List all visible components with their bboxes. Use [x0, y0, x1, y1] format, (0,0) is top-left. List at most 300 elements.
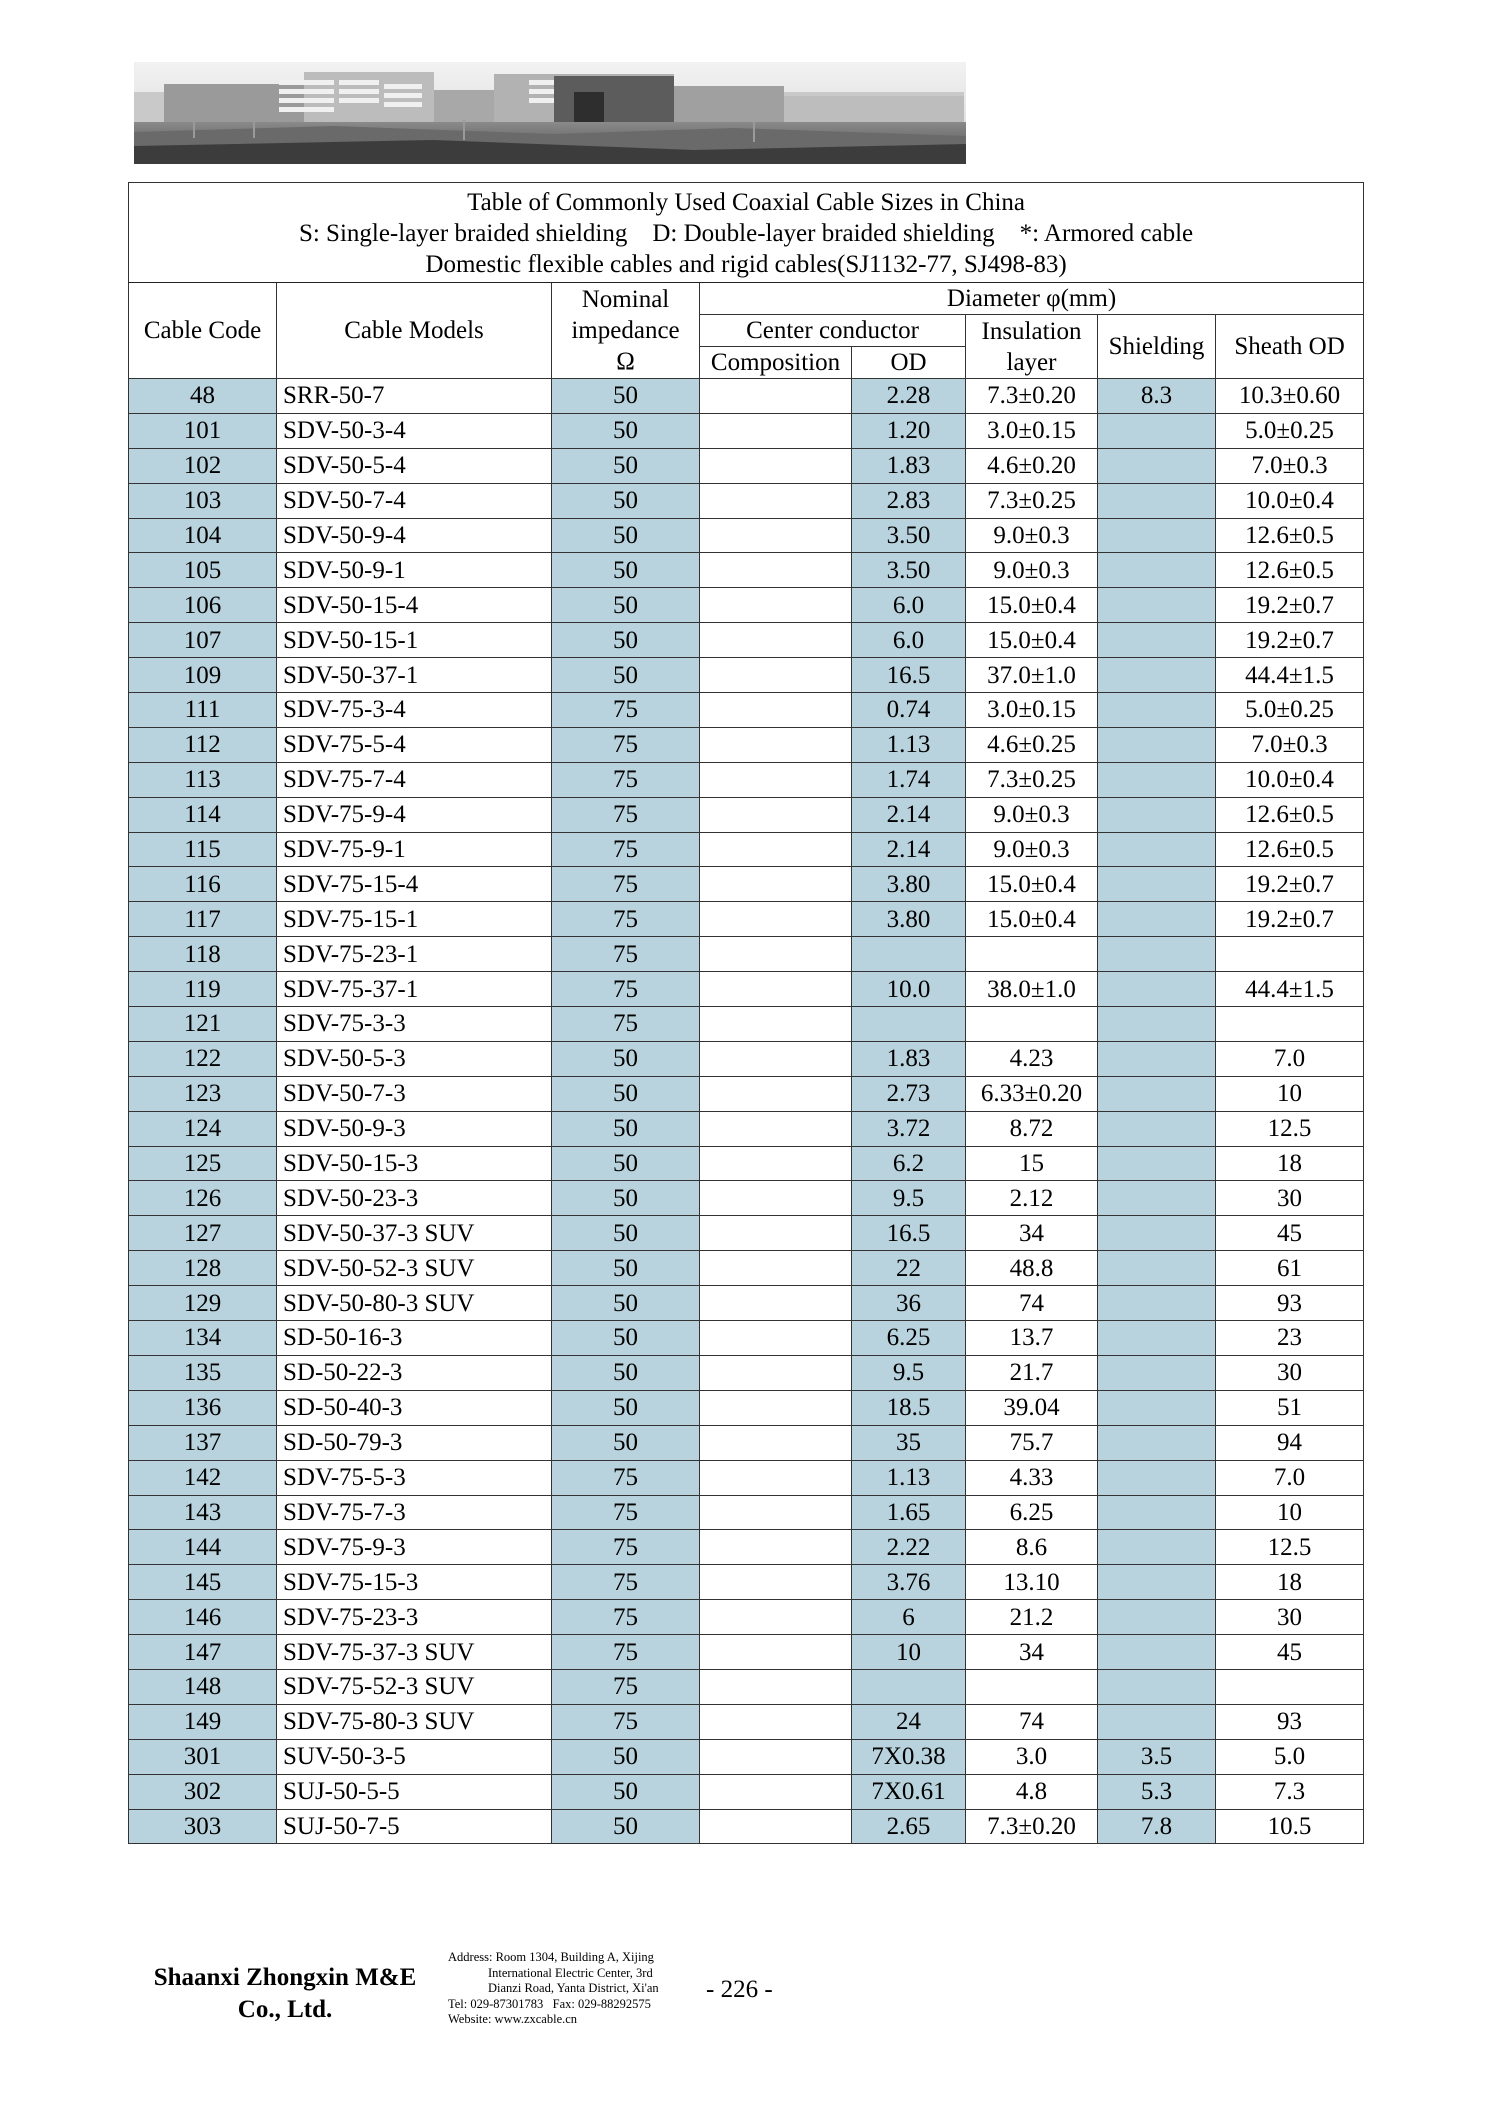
cell-shielding: [1098, 1600, 1216, 1635]
table-title-line: Table of Commonly Used Coaxial Cable Sizes in China: [467, 189, 1025, 216]
cell-shielding: [1098, 1007, 1216, 1042]
cell-shielding: [1098, 1530, 1216, 1565]
cell-cable-model: SDV-50-37-3 SUV: [277, 1216, 552, 1251]
cell-cable-model: SDV-50-9-3: [277, 1111, 552, 1146]
cell-shielding: [1098, 1425, 1216, 1460]
cell-impedance: 50: [552, 1286, 700, 1321]
cell-od: 1.83: [852, 448, 966, 483]
cell-shielding: [1098, 762, 1216, 797]
cell-od: 6.0: [852, 588, 966, 623]
cell-impedance: 50: [552, 1111, 700, 1146]
cell-od: 1.13: [852, 1460, 966, 1495]
cell-cable-code: 143: [129, 1495, 277, 1530]
cell-sheath-od: 30: [1216, 1181, 1364, 1216]
cell-insulation: 13.7: [966, 1321, 1098, 1356]
cell-sheath-od: 12.6±0.5: [1216, 553, 1364, 588]
cell-od: 2.65: [852, 1809, 966, 1844]
table-row: [129, 1809, 1364, 1844]
table-row: [129, 483, 1364, 518]
cell-sheath-od: 44.4±1.5: [1216, 972, 1364, 1007]
cell-od: 6.0: [852, 623, 966, 658]
cell-cable-model: SDV-75-23-1: [277, 937, 552, 972]
cell-insulation: 9.0±0.3: [966, 518, 1098, 553]
cell-impedance: 75: [552, 693, 700, 728]
cell-insulation: 9.0±0.3: [966, 797, 1098, 832]
cell-insulation: 21.7: [966, 1355, 1098, 1390]
cell-od: 3.50: [852, 553, 966, 588]
cell-cable-code: 301: [129, 1739, 277, 1774]
cell-impedance: 50: [552, 483, 700, 518]
cell-sheath-od: 51: [1216, 1390, 1364, 1425]
cell-shielding: [1098, 1669, 1216, 1704]
cell-sheath-od: 19.2±0.7: [1216, 902, 1364, 937]
cell-composition: [700, 1216, 852, 1251]
table-row: [129, 972, 1364, 1007]
cell-cable-model: SRR-50-7: [277, 379, 552, 414]
cell-cable-code: 117: [129, 902, 277, 937]
cell-shielding: [1098, 797, 1216, 832]
contact-line: Tel: 029-87301783 Fax: 029-88292575: [448, 1996, 651, 2011]
table-row: [129, 727, 1364, 762]
cell-cable-model: SDV-75-3-3: [277, 1007, 552, 1042]
header-shielding: Shielding: [1098, 315, 1216, 379]
cell-cable-model: SDV-75-15-4: [277, 867, 552, 902]
table-row: [129, 413, 1364, 448]
cell-od: 24: [852, 1704, 966, 1739]
cell-composition: [700, 1390, 852, 1425]
cell-shielding: [1098, 553, 1216, 588]
company-name: [140, 1962, 430, 2026]
cell-cable-model: SDV-75-7-3: [277, 1495, 552, 1530]
cell-sheath-od: 94: [1216, 1425, 1364, 1460]
header-sheath-od: Sheath OD: [1216, 315, 1364, 379]
cell-insulation: 37.0±1.0: [966, 658, 1098, 693]
cell-cable-model: SD-50-16-3: [277, 1321, 552, 1356]
table-legend-line: S: Single-layer braided shielding D: Double-layer braided shielding *: Armored cable: [298, 220, 1194, 247]
cell-cable-model: SDV-50-15-4: [277, 588, 552, 623]
cell-od: 2.83: [852, 483, 966, 518]
header-center-conductor: Center conductor: [700, 315, 966, 347]
cell-od: 36: [852, 1286, 966, 1321]
cell-od: 3.72: [852, 1111, 966, 1146]
cell-composition: [700, 1635, 852, 1670]
website-line: Website: www.zxcable.cn: [448, 2012, 578, 2026]
table-row: [129, 658, 1364, 693]
header-insulation-layer: Insulation layer: [966, 315, 1098, 379]
cell-od: 3.76: [852, 1565, 966, 1600]
cell-shielding: [1098, 1565, 1216, 1600]
table-row: [129, 797, 1364, 832]
header-cable-models: Cable Models: [277, 283, 552, 379]
cell-cable-model: SDV-75-52-3 SUV: [277, 1669, 552, 1704]
cell-composition: [700, 1704, 852, 1739]
table-row: [129, 1181, 1364, 1216]
table-row: [129, 1600, 1364, 1635]
cell-shielding: [1098, 1111, 1216, 1146]
cell-shielding: [1098, 1216, 1216, 1251]
cell-insulation: 15.0±0.4: [966, 623, 1098, 658]
coaxial-cable-table: [128, 182, 1364, 1844]
cell-insulation: 38.0±1.0: [966, 972, 1098, 1007]
table-row: [129, 1704, 1364, 1739]
table-row: [129, 1390, 1364, 1425]
cell-shielding: [1098, 413, 1216, 448]
table-row: [129, 1565, 1364, 1600]
cell-shielding: [1098, 832, 1216, 867]
cell-cable-code: 126: [129, 1181, 277, 1216]
cell-composition: [700, 902, 852, 937]
cell-cable-code: 111: [129, 693, 277, 728]
header-banner-image: [134, 62, 966, 164]
cell-composition: [700, 518, 852, 553]
cell-composition: [700, 1076, 852, 1111]
cell-shielding: [1098, 658, 1216, 693]
cell-sheath-od: 12.5: [1216, 1530, 1364, 1565]
cell-insulation: 15.0±0.4: [966, 867, 1098, 902]
cell-impedance: 75: [552, 1530, 700, 1565]
cell-cable-code: 118: [129, 937, 277, 972]
cell-impedance: 50: [552, 1774, 700, 1809]
cell-impedance: 50: [552, 623, 700, 658]
table-row: [129, 1007, 1364, 1042]
cell-insulation: 4.8: [966, 1774, 1098, 1809]
cell-insulation: 8.72: [966, 1111, 1098, 1146]
cell-sheath-od: [1216, 937, 1364, 972]
cell-sheath-od: 12.6±0.5: [1216, 832, 1364, 867]
cell-composition: [700, 1600, 852, 1635]
cell-sheath-od: 10.3±0.60: [1216, 379, 1364, 414]
cell-cable-code: 112: [129, 727, 277, 762]
cell-shielding: [1098, 972, 1216, 1007]
cell-cable-code: 116: [129, 867, 277, 902]
cell-cable-code: 146: [129, 1600, 277, 1635]
cell-impedance: 50: [552, 413, 700, 448]
cell-od: 1.65: [852, 1495, 966, 1530]
cell-composition: [700, 1041, 852, 1076]
cell-cable-model: SDV-50-80-3 SUV: [277, 1286, 552, 1321]
cell-impedance: 50: [552, 1355, 700, 1390]
table-row: [129, 867, 1364, 902]
cell-cable-model: SDV-50-15-1: [277, 623, 552, 658]
cell-cable-model: SDV-50-7-4: [277, 483, 552, 518]
cell-od: 1.20: [852, 413, 966, 448]
header-cable-code: Cable Code: [129, 283, 277, 379]
cell-composition: [700, 1774, 852, 1809]
cell-sheath-od: 30: [1216, 1355, 1364, 1390]
cell-sheath-od: 10.0±0.4: [1216, 483, 1364, 518]
cell-composition: [700, 1251, 852, 1286]
cell-insulation: 7.3±0.25: [966, 483, 1098, 518]
cell-insulation: 7.3±0.25: [966, 762, 1098, 797]
cell-cable-model: SDV-50-9-1: [277, 553, 552, 588]
cell-shielding: [1098, 448, 1216, 483]
cell-composition: [700, 1739, 852, 1774]
cell-od: 35: [852, 1425, 966, 1460]
cell-sheath-od: 93: [1216, 1704, 1364, 1739]
cell-shielding: [1098, 937, 1216, 972]
table-row: [129, 1460, 1364, 1495]
cell-cable-model: SDV-75-3-4: [277, 693, 552, 728]
cell-cable-model: SD-50-22-3: [277, 1355, 552, 1390]
header-nominal-impedance: Nominal impedance Ω: [552, 283, 700, 379]
cell-impedance: 75: [552, 902, 700, 937]
cell-composition: [700, 413, 852, 448]
cell-shielding: [1098, 727, 1216, 762]
cell-cable-model: SDV-50-3-4: [277, 413, 552, 448]
cell-cable-model: SDV-75-9-1: [277, 832, 552, 867]
cell-sheath-od: 45: [1216, 1216, 1364, 1251]
cell-composition: [700, 727, 852, 762]
cell-sheath-od: 18: [1216, 1565, 1364, 1600]
table-row: [129, 1041, 1364, 1076]
table-row: [129, 379, 1364, 414]
cell-od: [852, 937, 966, 972]
cell-od: 2.14: [852, 797, 966, 832]
cell-sheath-od: 19.2±0.7: [1216, 867, 1364, 902]
cell-shielding: 7.8: [1098, 1809, 1216, 1844]
cell-cable-model: SDV-75-5-3: [277, 1460, 552, 1495]
cell-sheath-od: 23: [1216, 1321, 1364, 1356]
cell-shielding: [1098, 588, 1216, 623]
cell-impedance: 75: [552, 797, 700, 832]
cell-od: 10: [852, 1635, 966, 1670]
table-row: [129, 1146, 1364, 1181]
cell-composition: [700, 937, 852, 972]
cell-impedance: 50: [552, 1251, 700, 1286]
table-row: [129, 937, 1364, 972]
cell-shielding: [1098, 867, 1216, 902]
cell-cable-model: SDV-50-9-4: [277, 518, 552, 553]
cell-impedance: 50: [552, 553, 700, 588]
cell-od: 2.14: [852, 832, 966, 867]
cell-impedance: 50: [552, 1390, 700, 1425]
table-subtitle-line: Domestic flexible cables and rigid cables(SJ1132-77, SJ498-83): [425, 251, 1067, 278]
cell-shielding: [1098, 1495, 1216, 1530]
cell-composition: [700, 1460, 852, 1495]
cell-composition: [700, 1425, 852, 1460]
cell-sheath-od: 93: [1216, 1286, 1364, 1321]
cell-insulation: 4.33: [966, 1460, 1098, 1495]
cell-od: 2.73: [852, 1076, 966, 1111]
header-composition: Composition: [700, 347, 852, 379]
cell-shielding: [1098, 1076, 1216, 1111]
table-body: [129, 379, 1364, 1844]
cell-cable-model: SDV-75-7-4: [277, 762, 552, 797]
cell-cable-model: SDV-75-15-3: [277, 1565, 552, 1600]
cell-insulation: 8.6: [966, 1530, 1098, 1565]
cell-composition: [700, 797, 852, 832]
cell-cable-model: SUV-50-3-5: [277, 1739, 552, 1774]
table-row: [129, 1669, 1364, 1704]
cell-od: 9.5: [852, 1355, 966, 1390]
table-row: [129, 1076, 1364, 1111]
cell-od: 1.74: [852, 762, 966, 797]
cell-composition: [700, 1530, 852, 1565]
cell-cable-code: 121: [129, 1007, 277, 1042]
table-row: [129, 448, 1364, 483]
cell-insulation: 2.12: [966, 1181, 1098, 1216]
cell-impedance: 50: [552, 448, 700, 483]
cell-cable-code: 148: [129, 1669, 277, 1704]
cell-impedance: 75: [552, 1635, 700, 1670]
cell-sheath-od: 5.0±0.25: [1216, 413, 1364, 448]
cell-cable-model: SDV-50-37-1: [277, 658, 552, 693]
cell-shielding: [1098, 483, 1216, 518]
cell-od: 7X0.38: [852, 1739, 966, 1774]
company-address: [448, 1950, 659, 2028]
cell-composition: [700, 379, 852, 414]
cell-impedance: 50: [552, 518, 700, 553]
cell-cable-model: SUJ-50-7-5: [277, 1809, 552, 1844]
cell-sheath-od: 7.0±0.3: [1216, 727, 1364, 762]
cell-cable-code: 113: [129, 762, 277, 797]
cell-insulation: 4.6±0.25: [966, 727, 1098, 762]
cell-od: 6.2: [852, 1146, 966, 1181]
cell-sheath-od: 12.5: [1216, 1111, 1364, 1146]
cell-sheath-od: 12.6±0.5: [1216, 518, 1364, 553]
cell-od: 3.80: [852, 902, 966, 937]
cell-insulation: 3.0±0.15: [966, 693, 1098, 728]
cell-insulation: 3.0±0.15: [966, 413, 1098, 448]
cell-shielding: 8.3: [1098, 379, 1216, 414]
cell-cable-code: 144: [129, 1530, 277, 1565]
cell-composition: [700, 1111, 852, 1146]
cell-impedance: 75: [552, 1600, 700, 1635]
cell-sheath-od: 7.0: [1216, 1041, 1364, 1076]
cell-impedance: 75: [552, 1565, 700, 1600]
page-number: - 226 -: [706, 1976, 773, 2003]
cell-composition: [700, 1007, 852, 1042]
table-row: [129, 553, 1364, 588]
cell-sheath-od: [1216, 1669, 1364, 1704]
cell-insulation: 7.3±0.20: [966, 379, 1098, 414]
cell-cable-code: 128: [129, 1251, 277, 1286]
cell-od: 0.74: [852, 693, 966, 728]
table-row: [129, 623, 1364, 658]
cell-insulation: 6.33±0.20: [966, 1076, 1098, 1111]
cell-od: 16.5: [852, 1216, 966, 1251]
cell-cable-code: 135: [129, 1355, 277, 1390]
cell-impedance: 75: [552, 1704, 700, 1739]
cell-shielding: [1098, 1181, 1216, 1216]
cell-cable-code: 106: [129, 588, 277, 623]
cell-od: 16.5: [852, 658, 966, 693]
cell-cable-model: SDV-75-15-1: [277, 902, 552, 937]
cell-shielding: 3.5: [1098, 1739, 1216, 1774]
table-row: [129, 1739, 1364, 1774]
cell-sheath-od: 61: [1216, 1251, 1364, 1286]
cell-sheath-od: 30: [1216, 1600, 1364, 1635]
cell-sheath-od: 10: [1216, 1076, 1364, 1111]
cell-impedance: 75: [552, 762, 700, 797]
cell-cable-model: SDV-75-37-3 SUV: [277, 1635, 552, 1670]
cell-cable-code: 136: [129, 1390, 277, 1425]
cell-impedance: 75: [552, 832, 700, 867]
cell-od: 2.22: [852, 1530, 966, 1565]
cell-impedance: 50: [552, 1181, 700, 1216]
cell-cable-code: 129: [129, 1286, 277, 1321]
cell-od: [852, 1007, 966, 1042]
cell-cable-code: 142: [129, 1460, 277, 1495]
cell-shielding: [1098, 902, 1216, 937]
company-name-line: Shaanxi Zhongxin M&E: [153, 1964, 417, 1991]
cell-cable-model: SUJ-50-5-5: [277, 1774, 552, 1809]
cell-impedance: 50: [552, 1076, 700, 1111]
cell-insulation: 9.0±0.3: [966, 832, 1098, 867]
table-row: [129, 588, 1364, 623]
cell-impedance: 50: [552, 1809, 700, 1844]
cell-impedance: 75: [552, 1460, 700, 1495]
table-row: [129, 832, 1364, 867]
table-row: [129, 762, 1364, 797]
cell-insulation: 75.7: [966, 1425, 1098, 1460]
cell-cable-code: 134: [129, 1321, 277, 1356]
cell-shielding: [1098, 693, 1216, 728]
cell-shielding: [1098, 1286, 1216, 1321]
cell-insulation: 3.0: [966, 1739, 1098, 1774]
cell-impedance: 75: [552, 972, 700, 1007]
cell-od: 3.80: [852, 867, 966, 902]
cell-cable-model: SDV-75-23-3: [277, 1600, 552, 1635]
cell-insulation: 6.25: [966, 1495, 1098, 1530]
table-row: [129, 1635, 1364, 1670]
cell-cable-model: SDV-50-7-3: [277, 1076, 552, 1111]
cell-cable-model: SDV-50-23-3: [277, 1181, 552, 1216]
cell-shielding: [1098, 1146, 1216, 1181]
cell-cable-code: 104: [129, 518, 277, 553]
cell-cable-code: 137: [129, 1425, 277, 1460]
cell-sheath-od: 19.2±0.7: [1216, 623, 1364, 658]
cell-shielding: [1098, 518, 1216, 553]
table-row: [129, 902, 1364, 937]
cell-shielding: [1098, 1041, 1216, 1076]
cell-composition: [700, 553, 852, 588]
cell-composition: [700, 1809, 852, 1844]
cell-impedance: 75: [552, 1669, 700, 1704]
cell-cable-code: 115: [129, 832, 277, 867]
header-od: OD: [852, 347, 966, 379]
cell-od: 9.5: [852, 1181, 966, 1216]
cell-composition: [700, 483, 852, 518]
header-diameter: Diameter φ(mm): [700, 283, 1364, 315]
table-title: [129, 183, 1364, 283]
table-row: [129, 1530, 1364, 1565]
table-row: [129, 1216, 1364, 1251]
cell-insulation: 7.3±0.20: [966, 1809, 1098, 1844]
cell-od: 1.83: [852, 1041, 966, 1076]
cell-cable-model: SDV-75-5-4: [277, 727, 552, 762]
cell-composition: [700, 588, 852, 623]
cell-impedance: 50: [552, 1425, 700, 1460]
cell-cable-model: SD-50-79-3: [277, 1425, 552, 1460]
cell-sheath-od: 19.2±0.7: [1216, 588, 1364, 623]
cell-composition: [700, 1286, 852, 1321]
cell-insulation: 21.2: [966, 1600, 1098, 1635]
cell-insulation: [966, 937, 1098, 972]
cell-shielding: [1098, 1635, 1216, 1670]
cell-insulation: 15.0±0.4: [966, 588, 1098, 623]
cell-impedance: 50: [552, 379, 700, 414]
cell-sheath-od: 12.6±0.5: [1216, 797, 1364, 832]
page-footer: [0, 1950, 1493, 2050]
cell-cable-model: SD-50-40-3: [277, 1390, 552, 1425]
cell-impedance: 75: [552, 937, 700, 972]
cell-cable-model: SDV-75-9-3: [277, 1530, 552, 1565]
cell-sheath-od: 18: [1216, 1146, 1364, 1181]
cell-sheath-od: 10.0±0.4: [1216, 762, 1364, 797]
cell-composition: [700, 1495, 852, 1530]
cell-insulation: 4.6±0.20: [966, 448, 1098, 483]
